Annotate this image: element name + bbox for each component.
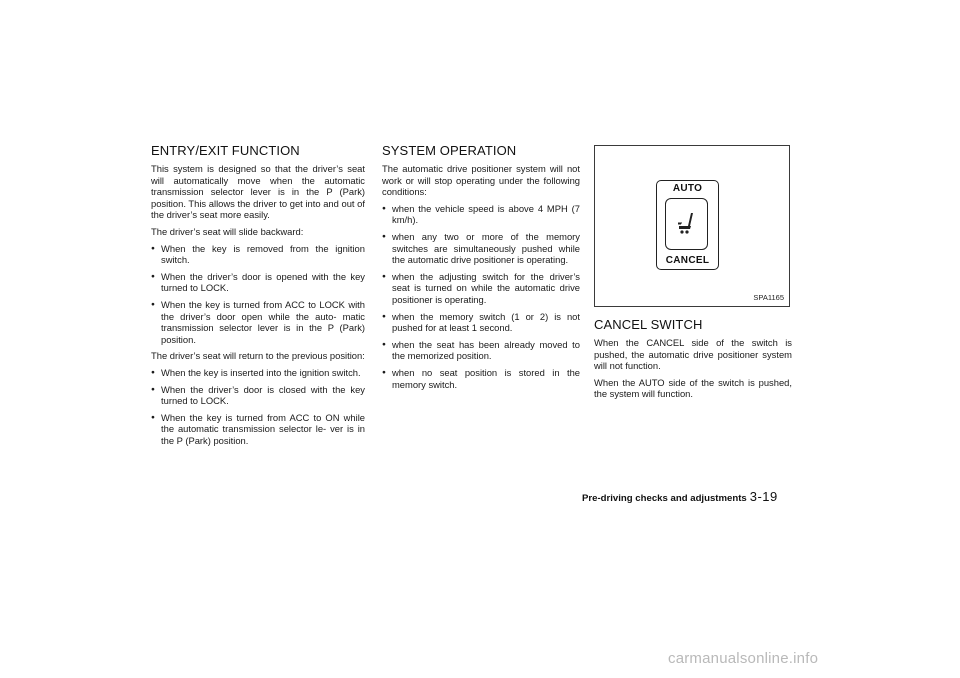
- paragraph-system-intro: The automatic drive positioner system will not work or will stop operating under the following conditions:: [382, 163, 580, 198]
- column-entry-exit: [151, 140, 365, 451]
- paragraph-auto: When the AUTO side of the switch is pushed, the system will function.: [594, 376, 792, 400]
- list-item: ● when the vehicle speed is above 4 MPH (7 km/h).: [382, 203, 580, 226]
- figure-auto-cancel-switch: [594, 145, 790, 307]
- list-conditions: [382, 203, 580, 390]
- list-item: ● When the key is removed from the ignition switch.: [151, 243, 365, 266]
- seat-icon: [676, 211, 698, 237]
- paragraph-return-lead: The driver’s seat will return to the previous position:: [151, 350, 365, 362]
- heading-system-operation: SYSTEM OPERATION: [382, 143, 517, 158]
- list-item: ● when any two or more of the memory switches are simultaneously pushed while the automatic drive positioner is operating.: [382, 231, 580, 266]
- auto-cancel-switch: [656, 180, 719, 270]
- list-return: [151, 367, 365, 447]
- watermark: carmanualsonline.info: [668, 650, 819, 667]
- column-cancel-switch: [594, 139, 792, 405]
- list-slide-back: [151, 243, 365, 346]
- list-item: ● When the key is turned from ACC to LOCK with the driver’s door open while the auto- matic transmission selector lever is in the P (Park) position.: [151, 299, 365, 345]
- switch-cancel-label: CANCEL: [665, 255, 710, 267]
- list-item: ● When the driver’s door is closed with the key turned to LOCK.: [151, 384, 365, 407]
- footer-section-title: Pre-driving checks and adjustments: [582, 493, 747, 504]
- list-item: ● When the key is turned from ACC to ON while the automatic transmission selector le- ver is in the P (Park) position.: [151, 412, 365, 447]
- page-number: 3-19: [749, 489, 778, 504]
- heading-entry-exit: ENTRY/EXIT FUNCTION: [151, 143, 300, 158]
- column-system-operation: [382, 140, 580, 395]
- list-item: ● When the driver’s door is opened with the key turned to LOCK.: [151, 271, 365, 294]
- page-footer: [582, 488, 812, 506]
- paragraph-slide-back-lead: The driver’s seat will slide backward:: [151, 225, 304, 237]
- list-item: ● when the adjusting switch for the driver’s seat is turned on while the automatic drive positioner is operating.: [382, 271, 580, 306]
- switch-button: [665, 198, 708, 250]
- list-item: ● when no seat position is stored in the memory switch.: [382, 367, 580, 390]
- list-item: ● when the memory switch (1 or 2) is not pushed for at least 1 second.: [382, 311, 580, 334]
- figure-id: SPA1165: [753, 293, 784, 303]
- list-item: ● When the key is inserted into the ignition switch.: [151, 367, 365, 379]
- paragraph-intro: This system is designed so that the driver’s seat will automatically move when the automatic transmission selector lever is in the P (Park) position. This allows the driver to get into and out of the driver’s seat more easily.: [151, 163, 365, 221]
- list-item: ● when the seat has been already moved to the memorized position.: [382, 339, 580, 362]
- paragraph-cancel: When the CANCEL side of the switch is pushed, the automatic drive positioner system will not function.: [594, 337, 792, 372]
- switch-auto-label: AUTO: [672, 183, 703, 194]
- heading-cancel-switch: CANCEL SWITCH: [594, 317, 703, 332]
